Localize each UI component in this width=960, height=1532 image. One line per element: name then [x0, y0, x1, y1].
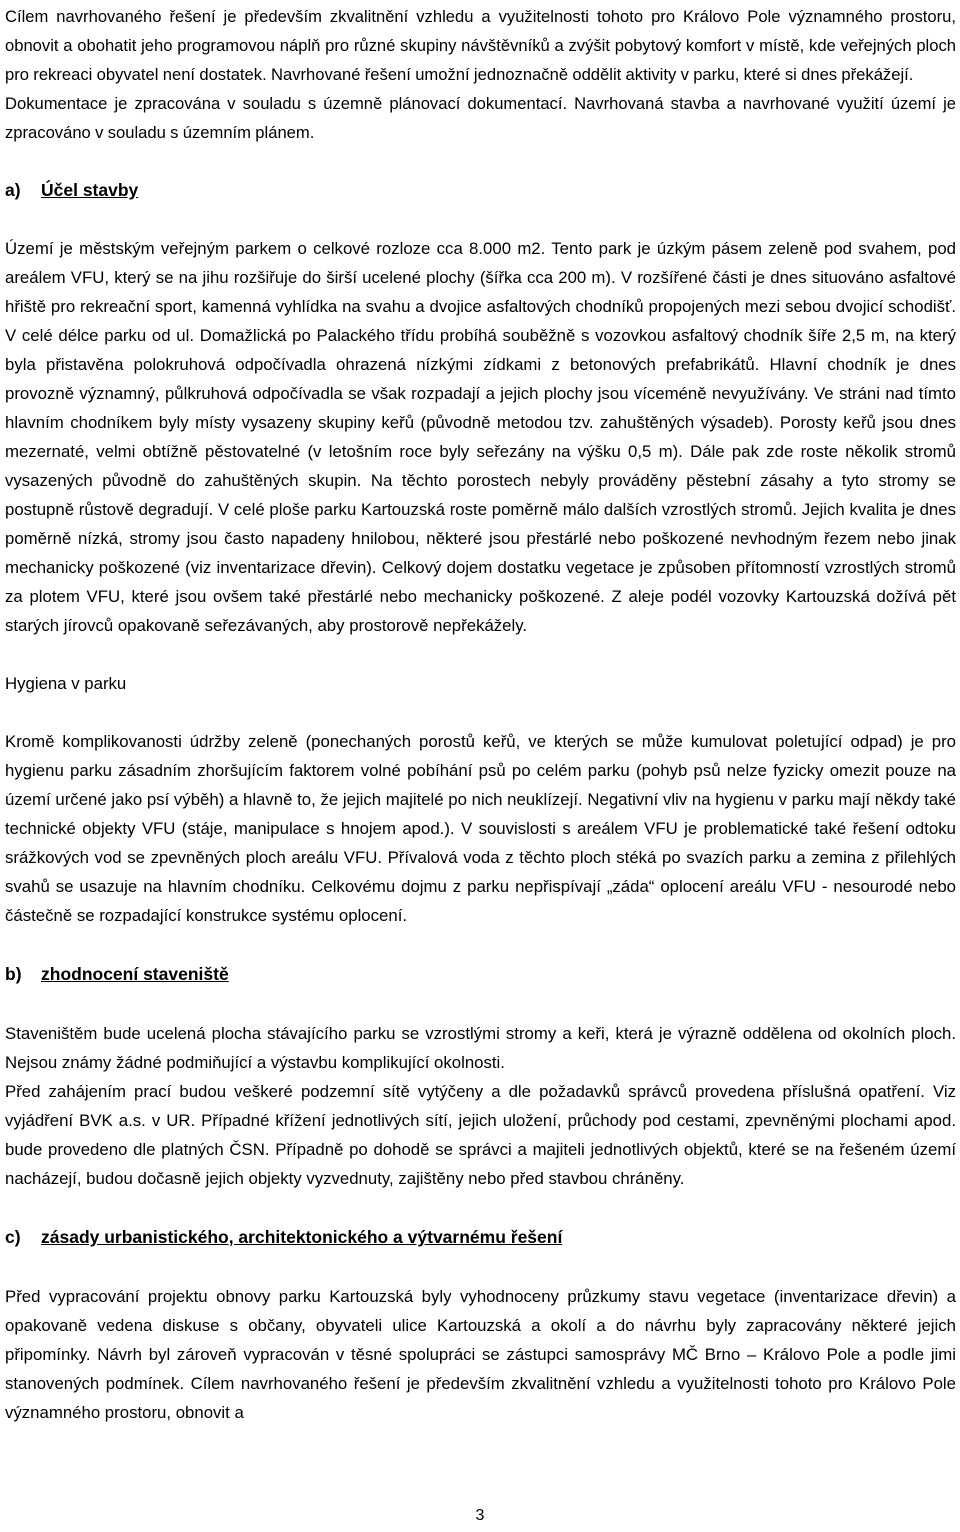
section-b-paragraph: Před zahájením prací budou veškeré podzemní sítě vytýčeny a dle požadavků správců provedena příslušná opatření. Viz vyjádření BVK a.s. v UR. Případné křížení jednotlivých sítí, jejich uložení, průchody pod cestami, zpevněnými plochami apod. bude provedeno dle platných ČSN. Případně po dohodě se správci a majiteli jednotlivých objektů, které se na řešeném území nacházejí, budou dočasně jejich objekty vyzvednuty, zajištěny nebo před stavbou chráněny.	[5, 1082, 956, 1188]
spacer	[5, 640, 956, 669]
section-heading-c	[5, 1223, 956, 1252]
spacer	[5, 1193, 956, 1223]
hygiene-heading: Hygiena v parku	[5, 674, 127, 693]
intro-paragraph: Cílem navrhovaného řešení je především zkvalitnění vzhledu a využitelnosti tohoto pro Královo Pole významného prostoru, obnovit a obohatit jeho programovou náplň pro různé skupiny návštěvníků a zvýšit pobytový komfort v místě, kde veřejných ploch pro rekreaci obyvatel není dostatek. Navrhované řešení umožní jednoznačně oddělit aktivity v parku, které si dnes překážejí.	[5, 7, 956, 84]
spacer	[5, 930, 956, 960]
spacer	[5, 1252, 956, 1282]
section-heading-a	[5, 176, 956, 205]
section-c-paragraph: Před vypracování projektu obnovy parku Kartouzská byly vyhodnoceny průzkumy stavu vegetace (inventarizace dřevin) a opakovaně vedena diskuse s občany, obyvateli ulice Kartouzská a okolí a do návrhu byly zapracovány některé jejich připomínky. Návrh byl zároveň vypracován v těsné spolupráci se zástupci samosprávy MČ Brno – Královo Pole a podle jimi stanovených podmínek. Cílem navrhovaného řešení je především zkvalitnění vzhledu a využitelnosti tohoto pro Královo Pole významného prostoru, obnovit a	[5, 1287, 956, 1422]
section-a-paragraph: Území je městským veřejným parkem o celkové rozloze cca 8.000 m2. Tento park je úzkým pásem zeleně pod svahem, pod areálem VFU, který se na jihu rozšiřuje do širší ucelené plochy (šířka cca 200 m). V rozšířené části je dnes situováno asfaltové hřiště pro rekreační sport, kamenná vyhlídka na svahu a dvojice asfaltových chodníků propojených mezi sebou dvojicí schodišť. V celé délce parku od ul. Domažlická po Palackého třídu probíhá souběžně s vozovkou asfaltový chodník šíře 2,5 m, na který byla přistavěna polokruhová odpočívadla ohrazená nízkými zídkami z betonových prefabrikátů. Hlavní chodník je dnes provozně významný, půlkruhová odpočívadla se však rozpadají a jejich plochy jsou víceméně nevyužívány. Ve stráni nad tímto hlavním chodníkem byly místy vysazeny skupiny keřů (původně metodou tzv. zahuštěných výsadeb). Porosty keřů jsou dnes mezernaté, velmi obtížně pěstovatelné (v letošním roce byly seřezány na výšku 0,5 m). Dále pak zde roste několik stromů vysazených původně do zahuštěných skupin. Na těchto porostech nebyly prováděny pěstební zásahy a tyto stromy se postupně růstově degradují. V celé ploše parku Kartouzská roste poměrně málo dalších vzrostlých stromů. Jejich kvalita je dnes poměrně nízká, stromy jsou často napadeny hnilobou, některé jsou přestárlé nebo poškozené nevhodným řezem nebo jinak mechanicky poškozené (viz inventarizace dřevin). Celkový dojem dostatku vegetace je způsoben přítomností vzrostlých stromů za plotem VFU, které jsou ovšem také přestárlé nebo mechanicky poškozené. Z aleje podél vozovky Kartouzská dožívá pět starých jírovců opakovaně seřezávaných, aby prostorově nepřekážely.	[5, 239, 956, 635]
spacer	[5, 989, 956, 1019]
spacer	[5, 147, 956, 176]
section-b-paragraph: Staveništěm bude ucelená plocha stávajícího parku se vzrostlými stromy a keři, která je výrazně oddělena od okolních ploch. Nejsou známy žádné podmiňující a výstavbu komplikující okolnosti.	[5, 1024, 956, 1072]
section-letter: c)	[5, 1227, 21, 1247]
section-title: zásady urbanistického, architektonického a výtvarnému řešení	[41, 1227, 563, 1247]
hygiene-paragraph: Kromě komplikovanosti údržby zeleně (ponechaných porostů keřů, ve kterých se může kumulovat poletující odpad) je pro hygienu parku zásadním zhoršujícím faktorem volné pobíhání psů po celém parku (pohyb psů nelze fyzicky omezit pouze na území určené jako psí výběh) a hlavně to, že jejich majitelé po nich neuklízejí. Negativní vliv na hygienu v parku mají někdy také technické objekty VFU (stáje, manipulace s hnojem apod.). V souvislosti s areálem VFU je problematické také řešení odtoku srážkových vod se zpevněných ploch areálu VFU. Přívalová voda z těchto ploch stéká po svazích parku a zemina z přilehlých svahů se usazuje na hlavním chodníku. Celkovému dojmu z parku nepřispívají „záda“ oplocení areálu VFU - nesourodé nebo částečně se rozpadající konstrukce systému oplocení.	[5, 732, 956, 925]
spacer	[5, 698, 956, 727]
section-heading-b	[5, 960, 956, 989]
spacer	[5, 205, 956, 234]
page-number: 3	[475, 1507, 485, 1524]
section-letter: b)	[5, 964, 22, 984]
intro-section	[5, 2, 956, 147]
section-title: Účel stavby	[41, 180, 139, 200]
section-title: zhodnocení staveniště	[41, 964, 229, 984]
section-letter: a)	[5, 180, 21, 200]
intro-paragraph: Dokumentace je zpracována v souladu s územně plánovací dokumentací. Navrhovaná stavba a navrhované využití území je zpracováno v souladu s územním plánem.	[5, 94, 956, 142]
